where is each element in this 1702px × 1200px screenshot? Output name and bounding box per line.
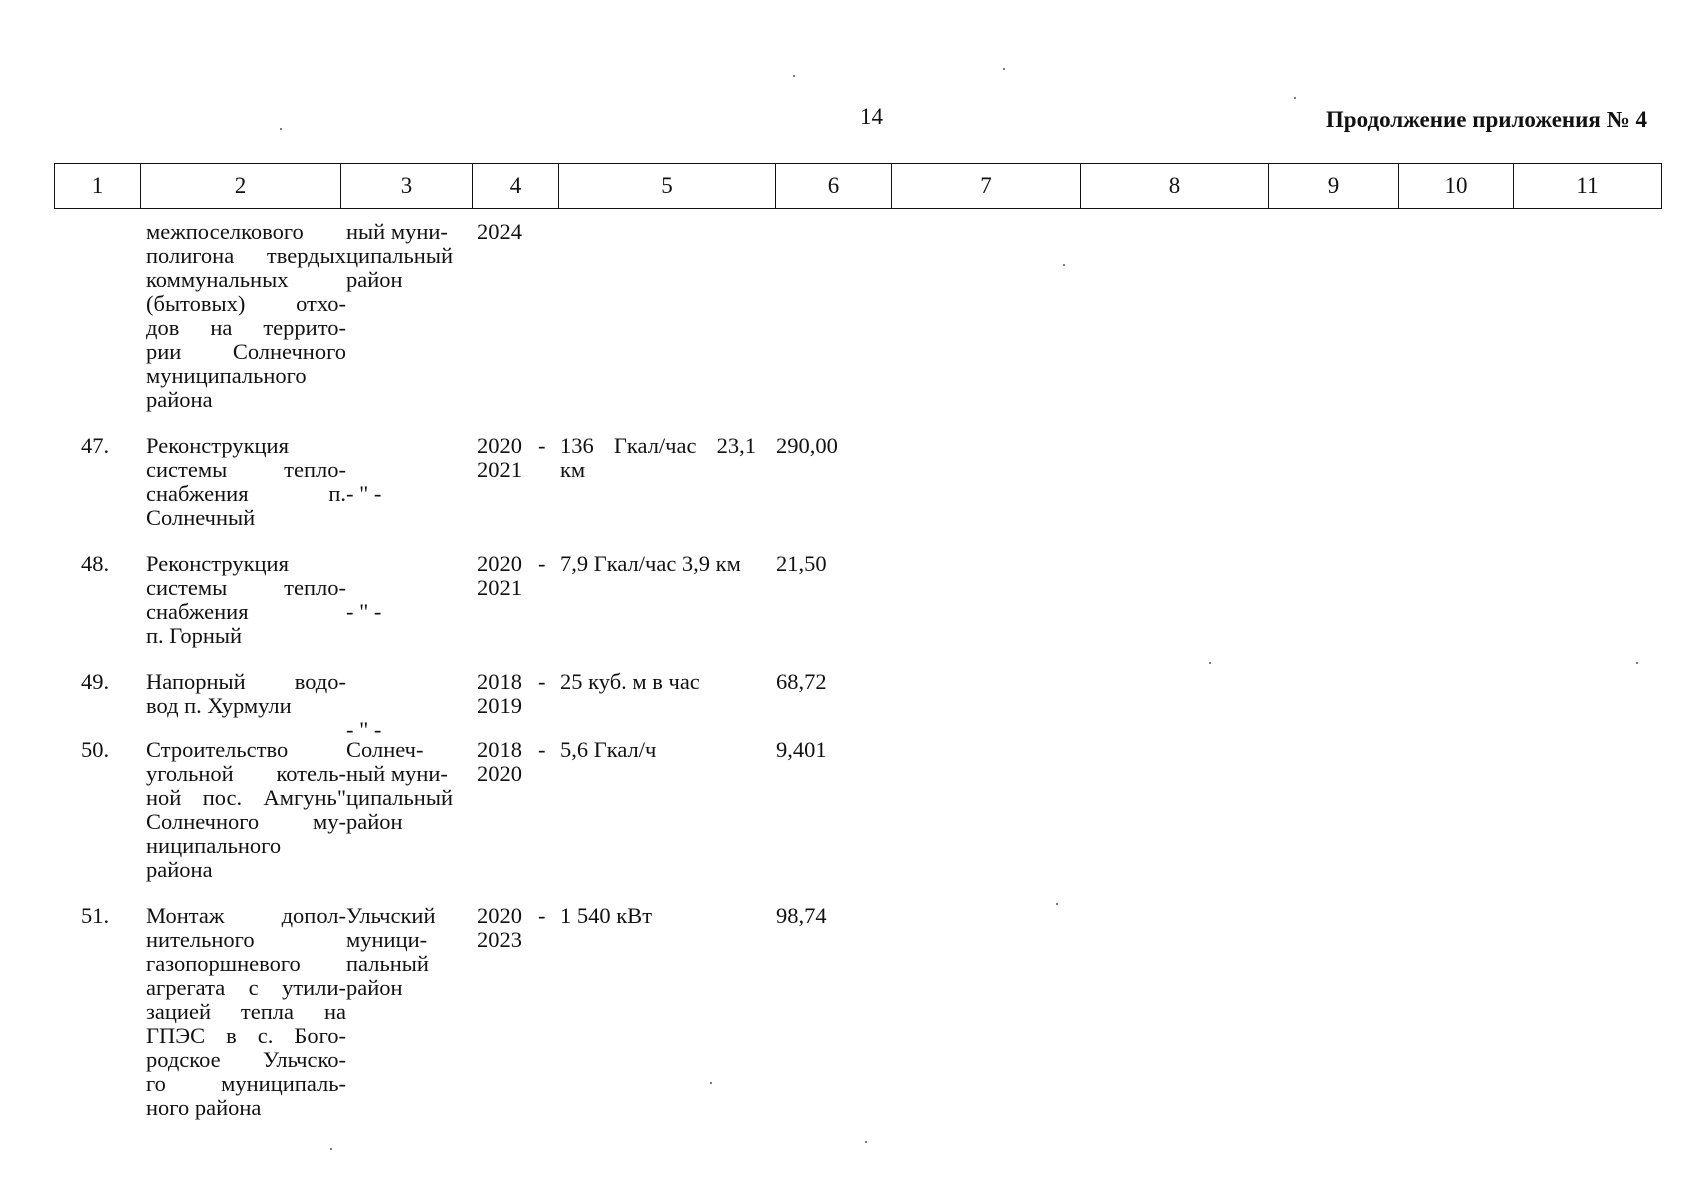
cost-value: 98,74 — [776, 903, 827, 928]
column-header: 4 — [473, 164, 559, 209]
scan-speck — [1294, 97, 1296, 99]
column-header: 11 — [1514, 164, 1662, 209]
municipal-area: Ульчский муници- пальный район — [346, 903, 436, 1000]
cost-value: 9,401 — [776, 737, 827, 762]
municipal-area: - " - — [346, 599, 382, 624]
municipal-area: - " - — [346, 481, 382, 506]
municipal-area: ный муни- ципальный район — [346, 219, 453, 292]
implementation-years: 2018 2019 — [477, 669, 522, 718]
object-name: Реконструкция системы тепло- снабжения п. Солнечный — [146, 433, 346, 530]
object-name: Строительство угольной котель- ной пос. Амгунь" Солнечного му- ниципального района — [146, 737, 346, 882]
column-header: 1 — [55, 164, 141, 209]
capacity: 1 540 кВт — [560, 903, 653, 928]
column-header: 7 — [892, 164, 1081, 209]
row-number: 48. — [81, 551, 110, 576]
row-number: 51. — [81, 903, 110, 928]
column-header: 9 — [1269, 164, 1399, 209]
object-name: Реконструкция системы тепло- снабжения п. Горный — [146, 551, 346, 648]
object-name: Напорный водо- вод п. Хурмули — [146, 669, 346, 718]
scan-speck — [710, 1082, 712, 1084]
scan-speck — [793, 75, 795, 77]
implementation-years: 2020 2021 — [477, 433, 522, 482]
column-header: 5 — [559, 164, 776, 209]
column-header: 8 — [1081, 164, 1269, 209]
cost-value: 21,50 — [776, 551, 827, 576]
column-header: 6 — [776, 164, 892, 209]
implementation-years: 2024 — [477, 219, 522, 244]
capacity: 136 Гкал/час 23,1 км — [560, 433, 756, 482]
column-header: 3 — [341, 164, 473, 209]
row-number: 50. — [81, 737, 110, 762]
row-number: 49. — [81, 669, 110, 694]
page-number: 14 — [860, 104, 883, 129]
column-header: 10 — [1399, 164, 1514, 209]
scan-speck — [1063, 264, 1065, 266]
scan-speck — [330, 1148, 332, 1150]
implementation-years: 2020 2021 — [477, 551, 522, 600]
scan-speck — [280, 128, 282, 130]
object-name: Монтаж допол- нительного газопоршневого агрегата с утили- зацией тепла на ГПЭС в с. Бого- родское Ульчско- го муниципаль- ного района — [146, 903, 346, 1120]
dash-separator: - — [538, 737, 546, 762]
dash-separator: - — [538, 669, 546, 694]
capacity: 5,6 Гкал/ч — [560, 737, 657, 762]
implementation-years: 2020 2023 — [477, 903, 522, 952]
dash-separator: - — [538, 903, 546, 928]
column-number-header — [54, 163, 1662, 209]
object-name: межпоселкового полигона твердых коммунальных (бытовых) отхо- дов на террито- рии Солнечного муниципального района — [146, 219, 346, 412]
capacity: 7,9 Гкал/час 3,9 км — [560, 551, 741, 576]
scan-speck — [1209, 662, 1211, 664]
capacity: 25 куб. м в час — [560, 669, 700, 694]
municipal-area: - " - — [346, 717, 382, 742]
scan-speck — [865, 1141, 867, 1143]
implementation-years: 2018 2020 — [477, 737, 522, 786]
cost-value: 290,00 — [776, 433, 838, 458]
scan-speck — [1056, 903, 1058, 905]
municipal-area: Солнеч- ный муни- ципальный район — [346, 737, 453, 834]
scan-speck — [1003, 68, 1005, 70]
dash-separator: - — [538, 433, 546, 458]
dash-separator: - — [538, 551, 546, 576]
cost-value: 68,72 — [776, 669, 827, 694]
appendix-continuation-note: Продолжение приложения № 4 — [1325, 107, 1647, 132]
column-header: 2 — [141, 164, 341, 209]
scan-speck — [1636, 662, 1638, 664]
row-number: 47. — [81, 433, 110, 458]
